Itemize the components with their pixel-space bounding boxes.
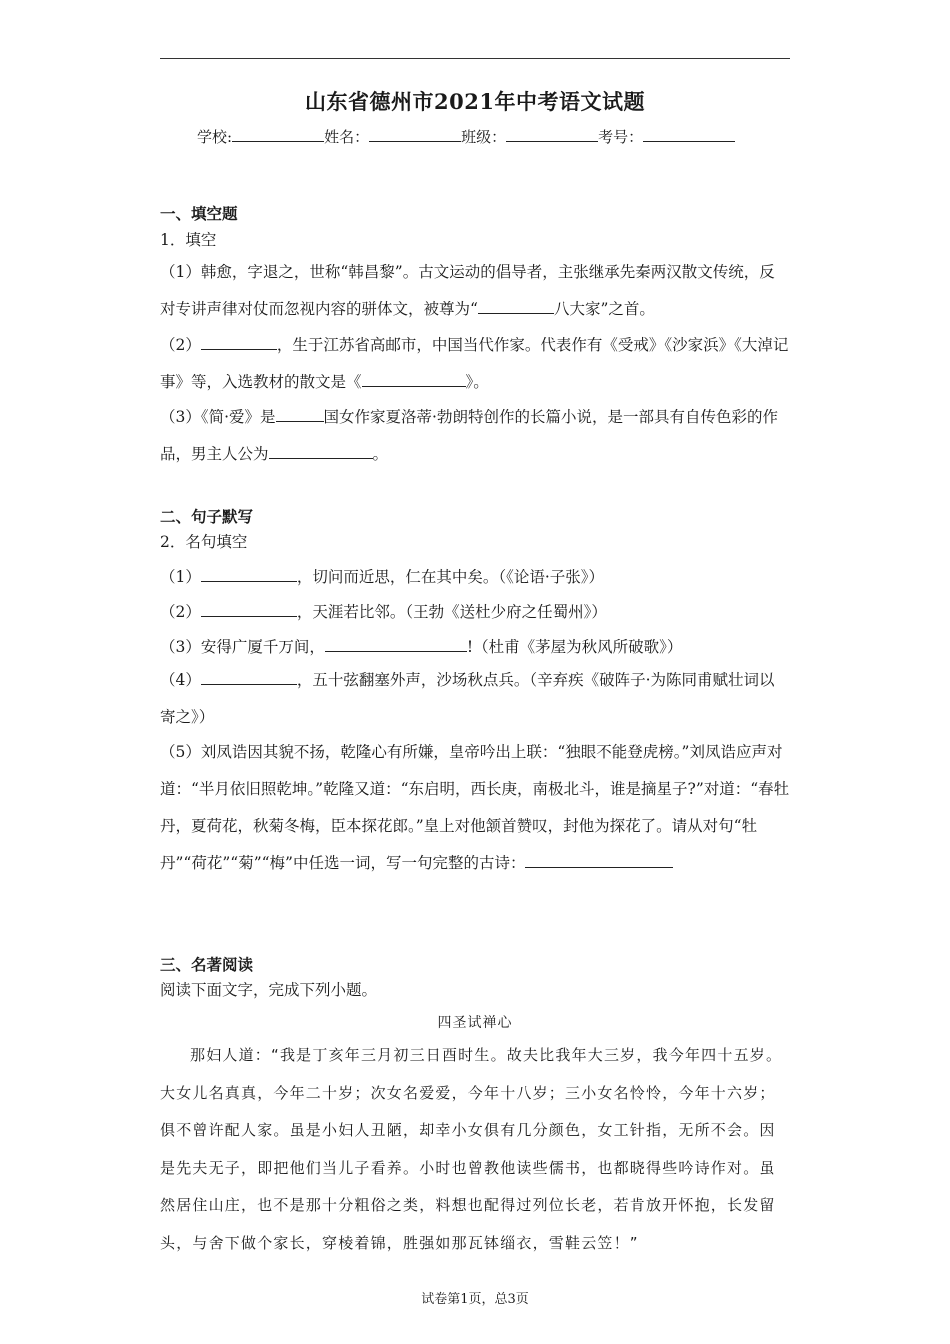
section-1-heading: 一、填空题: [160, 204, 238, 223]
section-2-heading: 二、句子默写: [160, 507, 254, 526]
passage-text: 那妇人道：“我是丁亥年三月初三日酉时生。故夫比我年大三岁，我今年四十五岁。大女儿名真真，今年二十岁；次女名爱爱，今年十八岁；三小女名怜怜，今年十六岁；俱不曾许配人家。虽是小妇人丑陋，却幸小女俱有几分颜色，女工针指，无所不会。因是先夫无子，即把他们当儿子看养。小时也曾教他读些儒书，也都晓得些吟诗作对。虽然居住山庄，也不是那十分粗俗之类，料想也配得过列位长老，若肯放开怀抱，长发留头，与舍下做个家长，穿棱着锦，胜强如那瓦钵缁衣，雪鞋云笠！”: [160, 1046, 783, 1252]
class-blank[interactable]: [506, 127, 598, 142]
q1-p3-text-a: （3）《简·爱》是: [160, 408, 276, 426]
question-2-line-1: [160, 565, 604, 587]
q2-l2-text-a: （2）: [160, 603, 201, 621]
question-2-line-4: [160, 662, 790, 736]
q1-p3-text-c: 。: [372, 445, 389, 463]
question-1-part-1: [160, 254, 790, 328]
school-label: 学校:: [197, 128, 233, 146]
q1-p1-blank[interactable]: [478, 298, 554, 314]
q1-p1-text-b: 八大家”之首。: [553, 300, 655, 318]
q2-l3-text-b: !（杜甫《茅屋为秋风所破歌》）: [466, 638, 683, 656]
q1-p2-text-b: ，生于江苏省高邮市，中国当代作家。代表作有《受戒》《沙家浜》《大淖记事》等，入选教材的散文是《: [160, 336, 789, 391]
question-2-label: 2．名句填空: [160, 533, 248, 551]
q2-l5-text: （5）刘凤诰因其貌不扬，乾隆心有所嫌，皇帝吟出上联：“独眼不能登虎榜。”刘凤诰应声对道：“半月依旧照乾坤。”乾隆又道：“东启明，西长庚，南极北斗，谁是摘星子?”对道：“春牡丹，夏荷花，秋菊冬梅，臣本探花郎。”皇上对他颔首赞叹，封他为探花了。请从对句“牡丹”“荷花”“菊”“梅”中任选一词，写一句完整的古诗：: [160, 743, 790, 872]
header-rule: [160, 58, 790, 59]
q2-l3-text-a: （3）安得广厦千万间，: [160, 638, 325, 656]
q2-l2-text-b: ，天涯若比邻。（王勃《送杜少府之任蜀州》）: [296, 603, 607, 621]
section-3-intro: 阅读下面文字，完成下列小题。: [160, 981, 378, 999]
q1-p2-text-a: （2）: [160, 336, 201, 354]
q2-l4-blank[interactable]: [201, 669, 297, 685]
q1-p2-text-c: 》。: [465, 373, 489, 391]
q2-l2-blank[interactable]: [201, 601, 297, 617]
q1-p2-blank-1[interactable]: [201, 334, 277, 350]
student-info-line: [197, 126, 735, 147]
q1-p2-blank-2[interactable]: [362, 371, 466, 387]
section-3-heading: 三、名著阅读: [160, 955, 254, 974]
q2-l4-text-a: （4）: [160, 671, 201, 689]
question-1-part-3: [160, 399, 790, 473]
q2-l1-text-a: （1）: [160, 568, 201, 586]
question-1-part-2: [160, 327, 790, 401]
question-2-line-2: [160, 600, 607, 622]
q2-l1-text-b: ，切问而近思，仁在其中矣。（《论语·子张》）: [296, 568, 605, 586]
page-footer: 试卷第1页，总3页: [421, 1292, 529, 1307]
q1-p3-blank-2[interactable]: [269, 443, 373, 459]
question-2-line-5: [160, 734, 790, 882]
question-2-line-3: [160, 635, 682, 657]
q1-p3-blank-1[interactable]: [276, 406, 324, 422]
name-label: 姓名：: [324, 128, 370, 146]
school-blank[interactable]: [232, 127, 324, 142]
name-blank[interactable]: [369, 127, 461, 142]
q1-p1-text-a: （1）韩愈，字退之，世称“韩昌黎”。古文运动的倡导者，主张继承先秦两汉散文传统，反对专讲声律对仗而忽视内容的骈体文，被尊为“: [160, 263, 775, 318]
exam-no-blank[interactable]: [643, 127, 735, 142]
exam-no-label: 考号：: [598, 128, 644, 146]
q2-l3-blank[interactable]: [325, 636, 467, 652]
q2-l1-blank[interactable]: [201, 566, 297, 582]
q2-l4-text-b: ，五十弦翻塞外声，沙场秋点兵。（辛弃疾《破阵子·为陈同甫赋壮词以寄之》）: [160, 671, 775, 726]
q1-p3-text-b: 国女作家夏洛蒂·勃朗特创作的长篇小说，是一部具有自传色彩的作品，男主人公为: [160, 408, 778, 463]
class-label: 班级：: [461, 128, 507, 146]
page-title: 山东省德州市2021年中考语文试题: [305, 89, 645, 114]
passage-title: 四圣试禅心: [437, 1015, 513, 1031]
q2-l5-blank[interactable]: [525, 852, 673, 868]
question-1-label: 1．填空: [160, 231, 217, 249]
